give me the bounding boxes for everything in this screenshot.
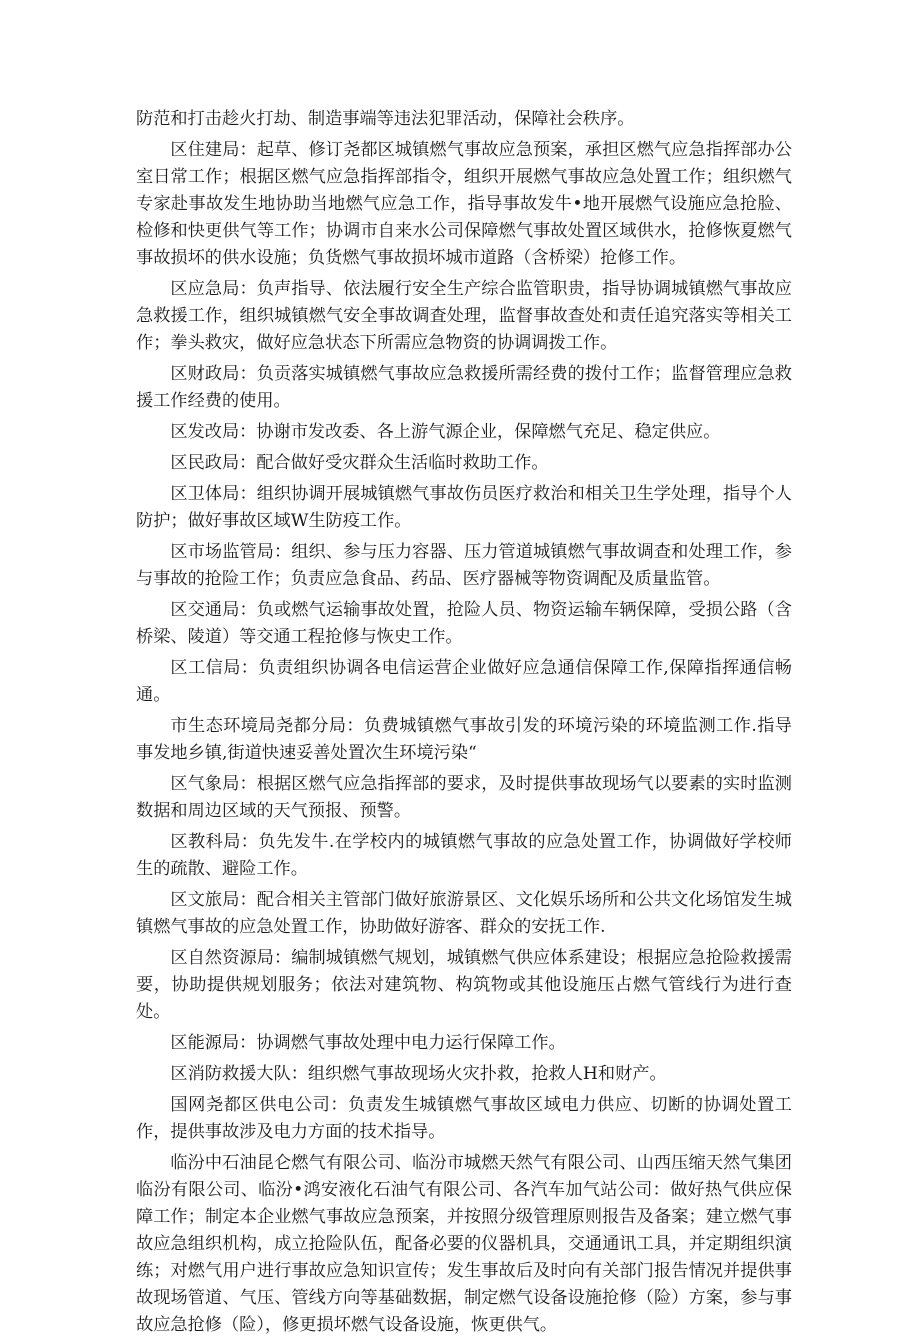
paragraph-power-supply: 国网尧都区供电公司：负责发生城镇燃气事故区域电力供应、切断的协调处置工作，提供事故涉及电力方面的技术指导。	[136, 1095, 792, 1142]
paragraph-transport-bureau: 区交通局：负或燃气运输事故处置，抢险人员、物资运输车辆保障，受损公路（含桥梁、陵道）等交通工程抢修与恢史工作。	[136, 600, 792, 647]
paragraph-gas-companies: 临汾中石油昆仑燃气有限公司、临汾市城燃天然气有限公司、山西压缩天然气集团临汾有限公司、临汾•鸿安液化石油气有限公司、各汽车加气站公司：做好热气供应保障工作；制定本企业燃气事故应急预案，并按照分级管理原则报告及备案；建立燃气事故应急组织机构，成立抢险队伍，配备必要的仪器机具，交通通讯工具，并定期组织演练；对燃气用户进行事故应急知识宣传；发生事故后及时向有关部门报告情况并提供事故现场管道、气压、管线方向等基础数据，制定燃气设备设施抢修（险）方案，参与事故应急抢修（险），修更损坏燃气设备设施，恢更供气。	[136, 1153, 792, 1335]
paragraph-meteorology-bureau: 区气象局：根据区燃气应急指挥部的要求，及时提供事故现场气以要素的实时监测数据和周边区域的天气预报、预警。	[136, 774, 792, 821]
paragraph-market-regulation-bureau: 区市场监管局：组织、参与压力容器、压力管道城镇燃气事故调查和处理工作，参与事故的抢险工作；负责应急食品、药品、医疗器械等物资调配及质量监管。	[136, 542, 792, 589]
paragraph-fire-rescue: 区消防救援大队：组织燃气事故现场火灾扑救，抢救人H和财产。	[170, 1064, 667, 1084]
paragraph-energy-bureau: 区能源局：协调燃气事故处理中电力运行保障工作。	[170, 1033, 566, 1053]
paragraph-health-bureau: 区卫体局：组织协调开展城镇燃气事故伤员医疗救治和相关卫生学处理，指导个人防护；做好事故区域W生防疫工作。	[136, 484, 792, 531]
paragraph-finance-bureau: 区财政局：负贡落实城镇燃气事故应急救援所需经费的拨付工作；监督管理应急救援工作经费的使用。	[136, 364, 792, 411]
paragraph-ecology-bureau: 市生态环境局尧都分局：负费城镇燃气事故引发的环境污染的环境监测工作.指导事发地乡镇,街道快速妥善处置次生环境污染“	[136, 716, 792, 763]
paragraph-continuation: 防范和打击趁火打劫、制造事端等违法犯罪活动，保障社会秩序。	[136, 109, 635, 129]
paragraph-emergency-bureau: 区应急局：负声指导、依法履行安全生产综合监管职贵，指导协调城镇燃气事故应急救援工作，组织城镇燃气安全事故调査处理，监督事故查处和责任追究落实等相关工作；拳头救灾，做好应急状态下所需应急物资的协调调拨工作。	[136, 279, 792, 353]
paragraph-natural-resources-bureau: 区自然资源局：编制城镇燃气规划，城镇燃气供应体系建设；根据应急抢险救援需要，协助提供规划服务；依法对建筑物、构筑物或其他设施压占燃气管线行为进行查处。	[136, 948, 792, 1022]
paragraph-housing-bureau: 区住建局：起草、修订尧都区城镇燃气事故应急预案，承担区燃气应急指挥部办公室日常工作；根据区燃气应急指挥部指令，组织开展燃气事故应急处置工作；组织燃气专家赴事故发生地协助当地燃气应急工作，指导事故发牛•地开展燃气设施应急抢脸、检修和快更供气等工作；协调市自来水公司保障燃气事故处置区域供水，抢修恢夏燃气事故损坏的供水设施；负货燃气事故损坏城市道路（含桥梁）抢修工作。	[136, 140, 792, 268]
paragraph-civil-affairs-bureau: 区民政局：配合做好受灾群众生活临时救助工作。	[170, 453, 549, 473]
paragraph-industry-it-bureau: 区工信局：负责组织协调各电信运营企业做好应急通信保障工作,保障指挥通信畅通。	[136, 658, 792, 705]
paragraph-development-bureau: 区发改局：协谢市发改委、各上游气源企业，保障燃气充足、稳定供应。	[170, 422, 721, 442]
paragraph-culture-tourism-bureau: 区文旅局：配合相关主管部门做好旅游景区、文化娱乐场所和公共文化场馆发生城镇燃气事故的应急处置工作，协助做好游客、群众的安抚工作.	[136, 890, 792, 937]
paragraph-education-bureau: 区教科局：负先发牛.在学校内的城镇燃气事故的应急处置工作，协调做好学校师生的疏散、避险工作。	[136, 832, 792, 879]
